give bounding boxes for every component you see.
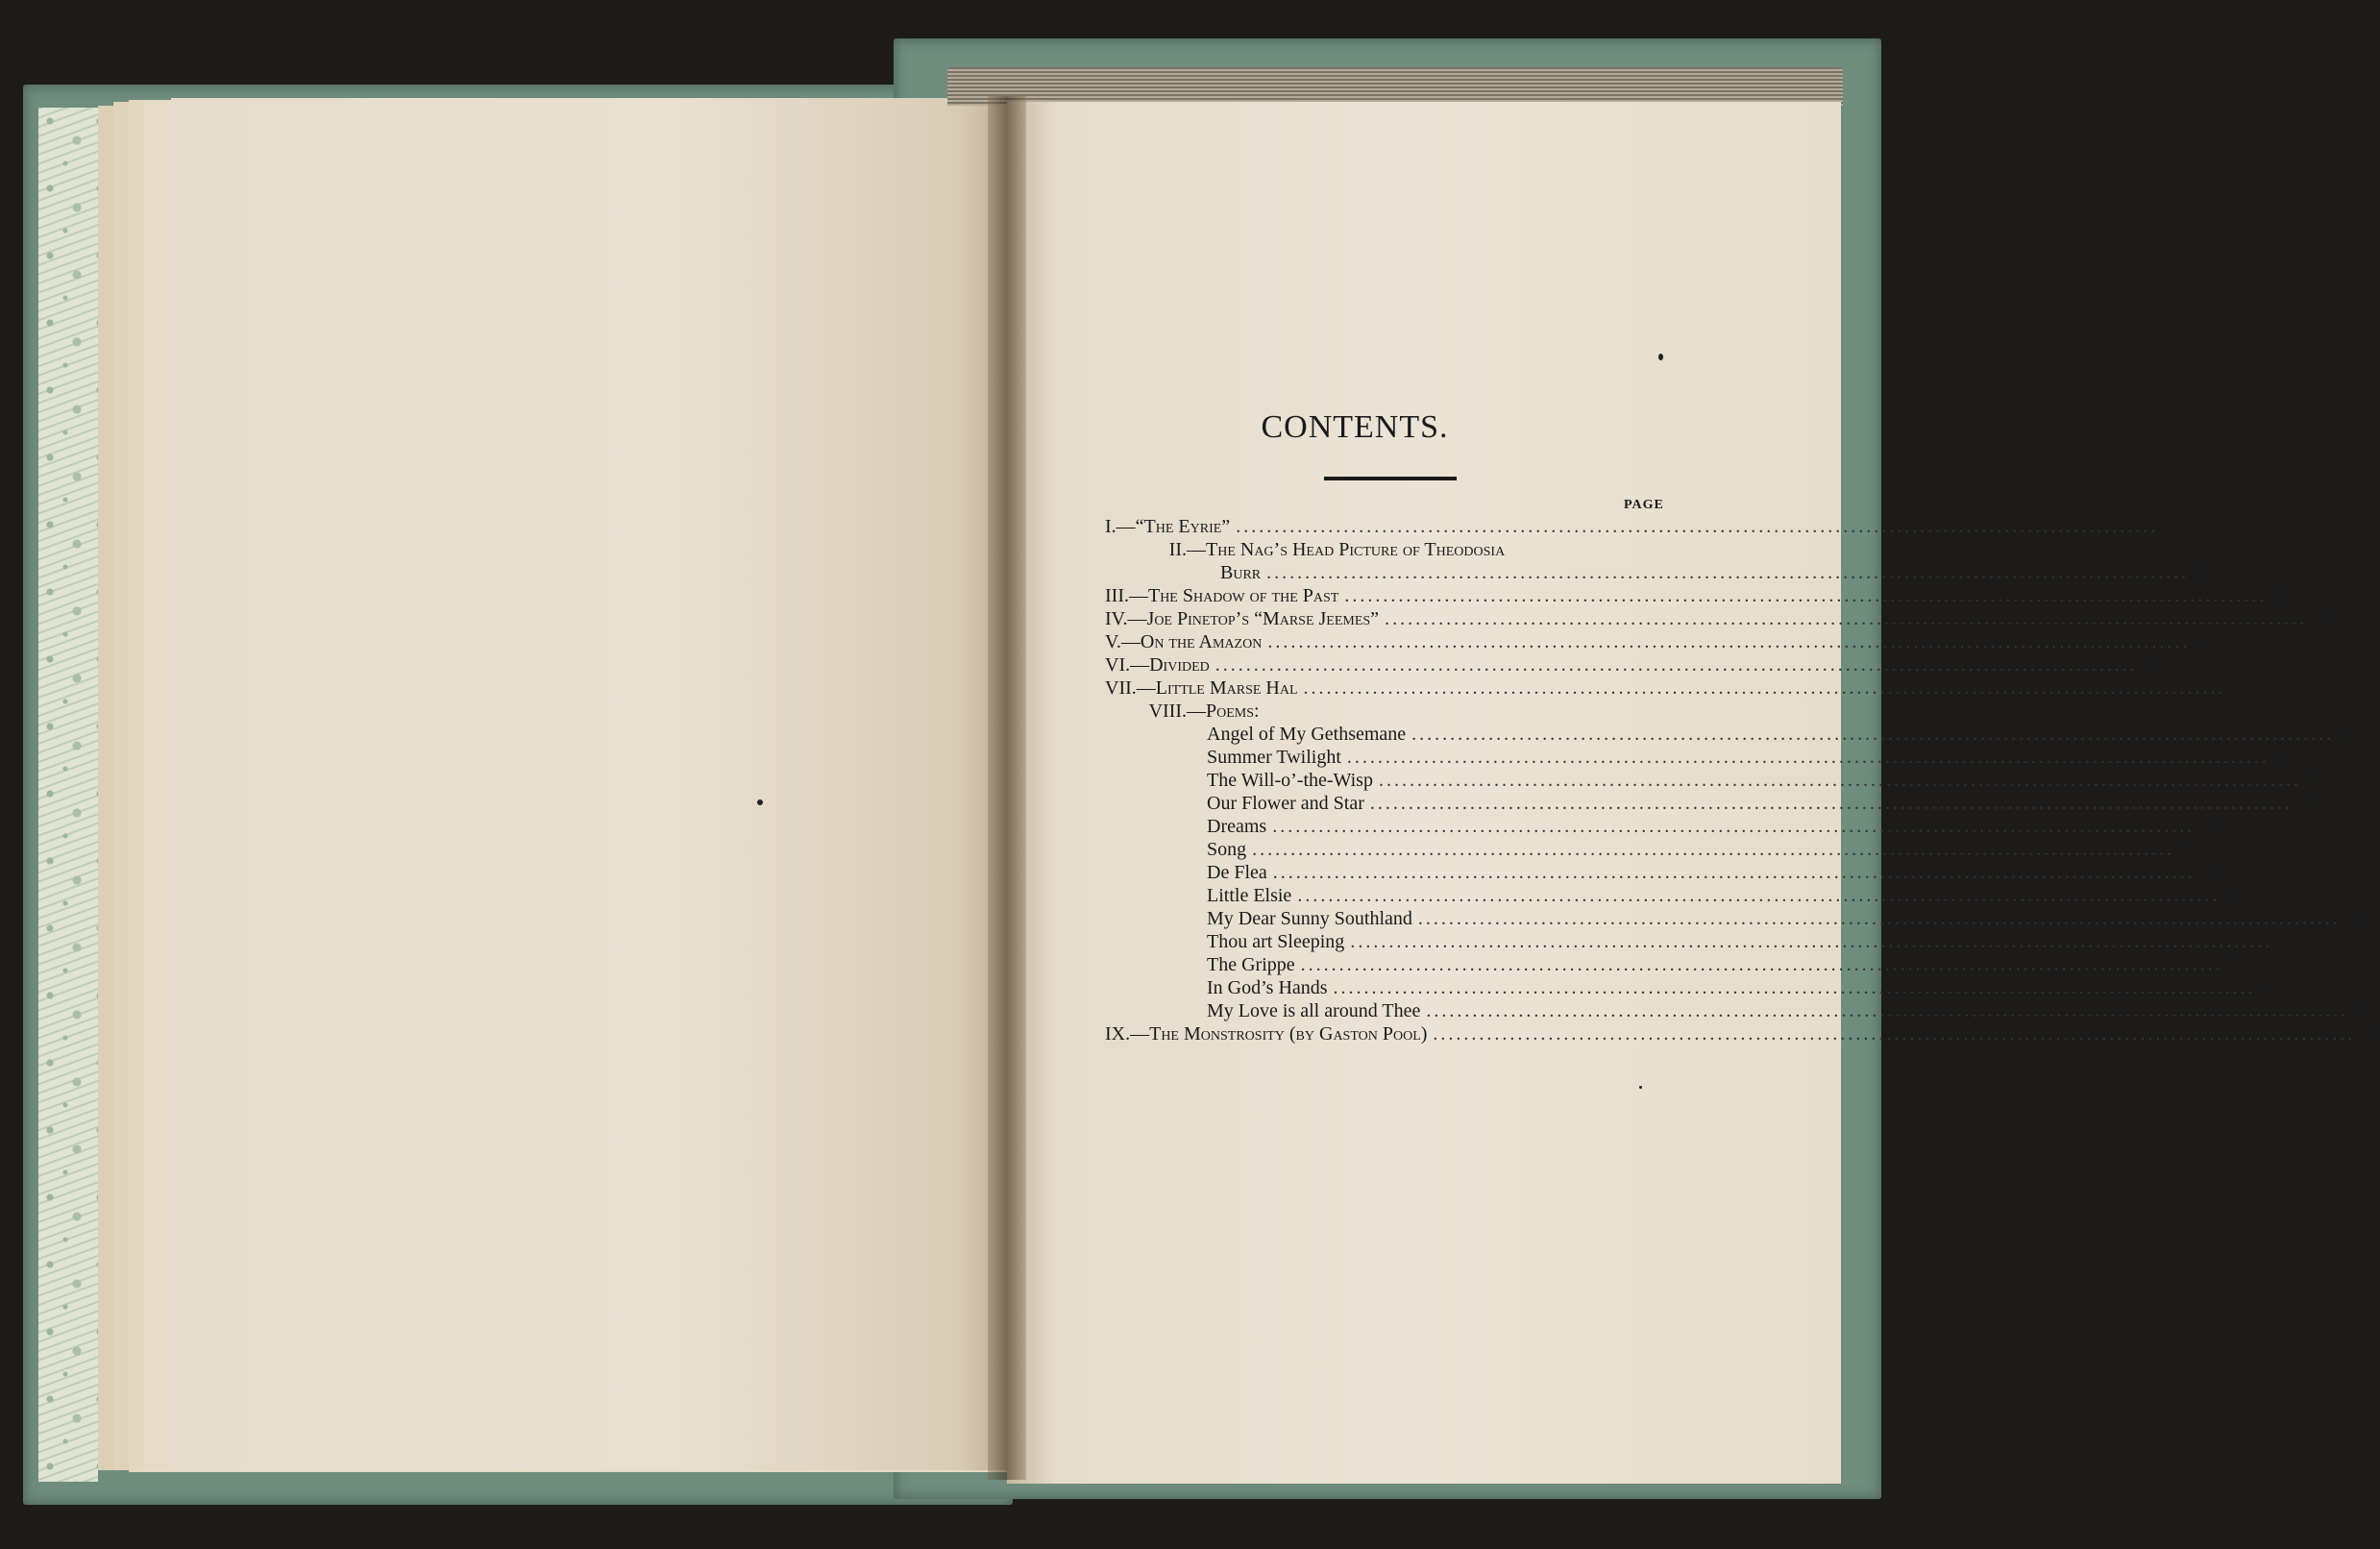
toc-entry-number: VII. xyxy=(1105,677,1137,699)
toc-entry-page: 1 xyxy=(2164,516,2174,537)
toc-entry-title: Little Elsie xyxy=(1207,885,1292,906)
toc-entry-title: My Dear Sunny Southland xyxy=(1207,908,1412,929)
toc-entry xyxy=(1105,607,2333,630)
toc-dot-leader: ........................................................................................................................ xyxy=(1426,1000,2349,1021)
toc-entry-dash: — xyxy=(1128,585,1148,606)
toc-dot-leader: ........................................................................................................................ xyxy=(1303,677,2226,699)
page-column-label: PAGE xyxy=(1624,498,1664,512)
toc-entry-page: 86 xyxy=(2361,1023,2380,1045)
table-of-contents xyxy=(1105,515,2380,1045)
toc-dot-leader: ........................................................................................................................ xyxy=(1333,977,2256,998)
toc-entry-title: Summer Twilight xyxy=(1207,747,1341,768)
toc-entry-number: VIII. xyxy=(1148,701,1187,722)
toc-dot-leader: ........................................................................................................................ xyxy=(1378,770,2301,791)
toc-entry-page: 47 xyxy=(2143,654,2163,676)
toc-dot-leader: ........................................................................................................................ xyxy=(1297,885,2221,906)
toc-entry-page: 70 xyxy=(2306,770,2326,791)
toc-entry-title: Thou art Sleeping xyxy=(1207,931,1345,952)
marbled-endpaper xyxy=(38,108,98,1482)
book-gutter xyxy=(988,96,1026,1480)
toc-entry-title: Divided xyxy=(1149,654,1210,676)
toc-entry-title: On the Amazon xyxy=(1140,631,1263,652)
left-blank-page xyxy=(171,98,1007,1470)
toc-entry-page: 83 xyxy=(2261,977,2281,998)
toc-dot-leader: ........................................................................................................................ xyxy=(1300,954,2223,975)
toc-dot-leader: ........................................................................................................................ xyxy=(1215,654,2138,676)
toc-entry-page: 72 xyxy=(2200,816,2221,837)
toc-entry-page: 74 xyxy=(2200,862,2221,883)
toc-entry xyxy=(1105,769,2326,792)
toc-dot-leader: ........................................................................................................................ xyxy=(1252,839,2175,860)
toc-entry-page: 69 xyxy=(2274,747,2294,768)
toc-dot-leader: ........................................................................................................................ xyxy=(1369,793,2293,814)
toc-entry-number: V. xyxy=(1105,631,1121,652)
toc-entry-title: The Monstrosity (by Gaston Pool) xyxy=(1149,1023,1428,1045)
toc-entry xyxy=(1105,907,2366,930)
toc-dot-leader: ........................................................................................................................ xyxy=(1350,931,2273,952)
ink-speck xyxy=(757,799,763,805)
toc-entry-page: 76 xyxy=(2345,908,2366,929)
toc-entry-title: In God’s Hands xyxy=(1207,977,1328,998)
toc-entry xyxy=(1105,930,2298,953)
toc-entry-number: VI. xyxy=(1105,654,1131,676)
toc-entry-page: 78 xyxy=(2228,954,2248,975)
toc-entry-number: II. xyxy=(1168,539,1187,560)
toc-entry xyxy=(1105,630,2216,653)
toc-entry-page: 71 xyxy=(2297,793,2318,814)
toc-dot-leader: ........................................................................................................................ xyxy=(1344,585,2268,606)
toc-dot-leader: ........................................................................................................................ xyxy=(1267,631,2191,652)
toc-entry-page: 85 xyxy=(2354,1000,2374,1021)
toc-entry xyxy=(1105,1022,2380,1045)
toc-entry-title: The Shadow of the Past xyxy=(1147,585,1339,606)
toc-entry xyxy=(1105,723,2360,746)
toc-entry xyxy=(1105,538,1672,561)
toc-entry-dash: — xyxy=(1187,539,1206,560)
toc-dot-leader: ........................................................................................................................ xyxy=(1417,908,2341,929)
toc-entry xyxy=(1105,884,2245,907)
toc-entry-title: Poems: xyxy=(1206,701,1260,722)
page-block-top-edge xyxy=(947,67,1843,106)
toc-entry-title: My Love is all around Thee xyxy=(1207,1000,1421,1021)
toc-entry xyxy=(1105,746,2294,769)
toc-entry-title: Angel of My Gethsemane xyxy=(1207,724,1407,745)
toc-entry-title: Our Flower and Star xyxy=(1207,793,1364,814)
toc-entry-number: I. xyxy=(1105,516,1116,537)
toc-entry-title: “The Eyrie” xyxy=(1135,516,1231,537)
toc-entry-title: Song xyxy=(1207,839,1247,860)
toc-entry xyxy=(1105,515,2174,538)
toc-entry xyxy=(1105,838,2200,861)
toc-entry-page: 18 xyxy=(2195,562,2215,583)
toc-entry-page: 75 xyxy=(2225,885,2245,906)
toc-entry-number: IX. xyxy=(1105,1023,1131,1045)
toc-entry xyxy=(1105,584,2293,607)
toc-entry-title: Little Marse Hal xyxy=(1155,677,1298,699)
toc-entry-title: The Grippe xyxy=(1207,954,1295,975)
ink-speck xyxy=(1658,354,1663,360)
toc-entry xyxy=(1105,953,2248,976)
toc-entry-dash: — xyxy=(1116,516,1136,537)
toc-entry xyxy=(1105,999,2374,1022)
toc-entry-page: 68 xyxy=(2340,724,2360,745)
toc-entry-title: Joe Pinetop’s “Marse Jeemes” xyxy=(1146,608,1380,629)
toc-entry-dash: — xyxy=(1187,701,1206,722)
toc-entry-dash: — xyxy=(1130,1023,1150,1045)
toc-entry-dash: — xyxy=(1136,677,1156,699)
toc-entry-title: The Will-o’-the-Wisp xyxy=(1207,770,1373,791)
toc-dot-leader: ........................................................................................................................ xyxy=(1433,1023,2356,1045)
toc-entry xyxy=(1105,792,2318,815)
toc-entry-number: IV. xyxy=(1105,608,1128,629)
toc-entry xyxy=(1105,561,2215,584)
toc-dot-leader: ........................................................................................................................ xyxy=(1236,516,2159,537)
toc-entry-title: The Nag’s Head Picture of Theodosia xyxy=(1206,539,1506,560)
toc-entry xyxy=(1105,700,1672,723)
toc-entry xyxy=(1105,676,2251,700)
toc-dot-leader: ........................................................................................................................ xyxy=(1385,608,2308,629)
toc-entry-dash: — xyxy=(1127,608,1147,629)
toc-entry-page: 40 xyxy=(2196,631,2216,652)
toc-entry-page: 29 xyxy=(2313,608,2333,629)
toc-entry-dash: — xyxy=(1130,654,1150,676)
title-rule xyxy=(1324,477,1457,480)
page-title: CONTENTS. xyxy=(1261,409,1449,445)
toc-entry xyxy=(1105,861,2221,884)
toc-entry-number: III. xyxy=(1105,585,1129,606)
toc-entry-page: 26 xyxy=(2272,585,2293,606)
toc-entry xyxy=(1105,815,2221,838)
toc-entry-title: Burr xyxy=(1220,562,1262,583)
toc-dot-leader: ........................................................................................................................ xyxy=(1411,724,2335,745)
toc-entry xyxy=(1105,653,2163,676)
toc-entry-dash: — xyxy=(1120,631,1141,652)
toc-entry-page: 77 xyxy=(2278,931,2298,952)
toc-dot-leader: ........................................................................................................................ xyxy=(1272,816,2196,837)
toc-dot-leader: ........................................................................................................................ xyxy=(1266,562,2190,583)
toc-entry-page: 73 xyxy=(2180,839,2200,860)
toc-entry xyxy=(1105,976,2281,999)
toc-dot-leader: ........................................................................................................................ xyxy=(1272,862,2196,883)
toc-entry-title: De Flea xyxy=(1207,862,1267,883)
toc-entry-page: 51 xyxy=(2231,677,2251,699)
toc-dot-leader: ........................................................................................................................ xyxy=(1346,747,2270,768)
ink-speck xyxy=(1639,1086,1642,1089)
toc-entry-title: Dreams xyxy=(1207,816,1267,837)
